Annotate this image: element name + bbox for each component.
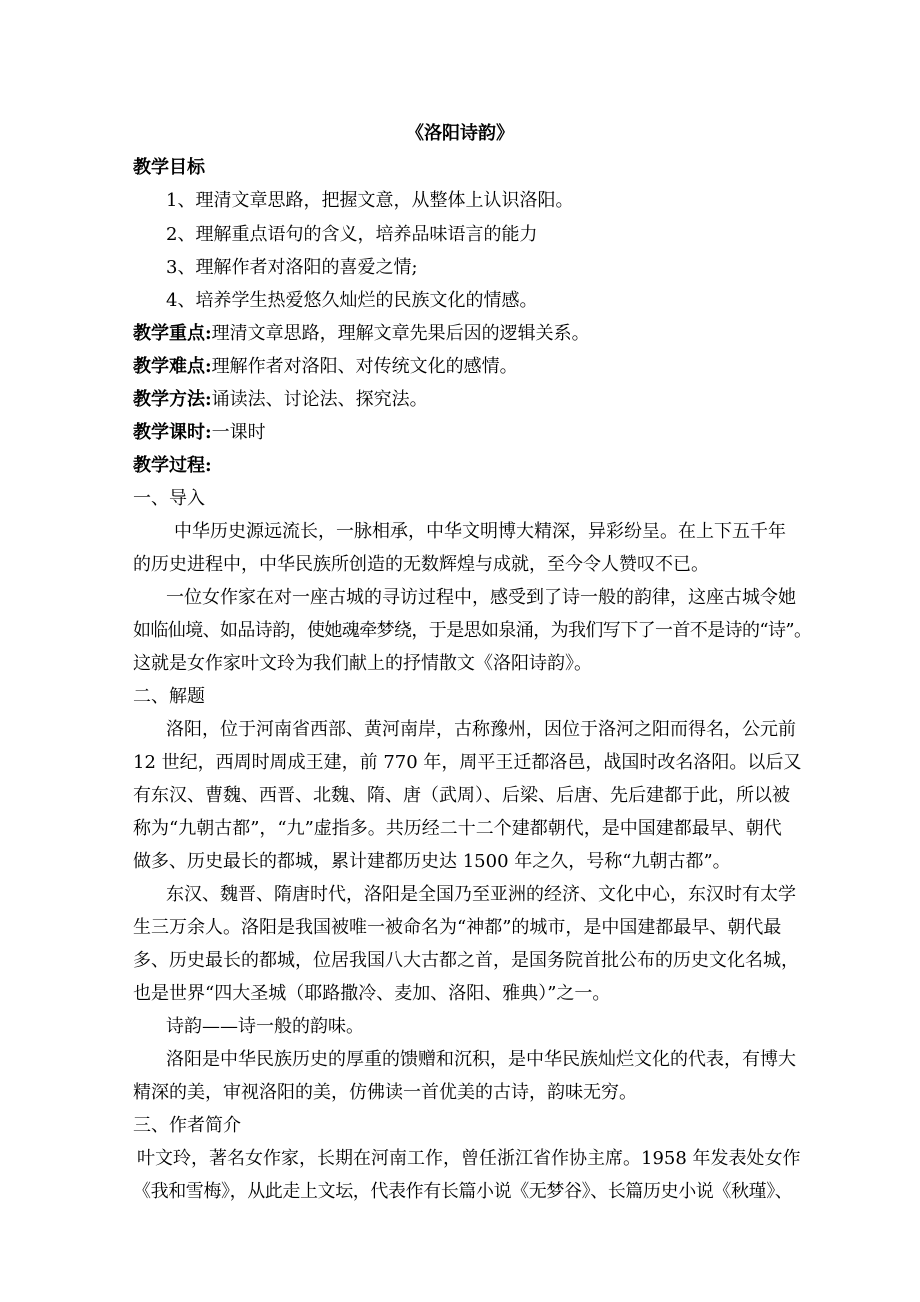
process-heading: 教学过程: <box>133 455 212 476</box>
title-paragraph-1-line-4: 称为“九朝古都”，“九”虚指多。共历经二十二个建都朝代，是中国建都最早、朝代 <box>133 818 782 839</box>
hours-row <box>133 419 266 447</box>
intro-heading: 一、导入 <box>133 488 205 509</box>
difficulty-row <box>133 353 518 381</box>
key-point-row <box>133 320 590 348</box>
title-paragraph-2-line-2: 生三万余人。洛阳是我国被唯一被命名为“神都”的城市，是中国建都最早、朝代最 <box>133 917 782 938</box>
intro-paragraph-1-line-1: 中华历史源远流长，一脉相承，中华文明博大精深，异彩纷呈。在上下五千年 <box>174 521 786 542</box>
title-analysis-heading: 二、解题 <box>133 686 205 707</box>
intro-paragraph-1-line-2: 的历史进程中，中华民族所创造的无数辉煌与成就，至今令人赞叹不已。 <box>133 554 709 575</box>
intro-paragraph-2-line-2: 如临仙境、如品诗韵，使她魂牵梦绕，于是思如泉涌，为我们写下了一首不是诗的“诗”。 <box>133 620 812 641</box>
difficulty-label: 教学难点: <box>133 356 212 377</box>
title-paragraph-4-line-2: 精深的美，审视洛阳的美，仿佛读一首优美的古诗，韵味无穷。 <box>133 1082 637 1103</box>
method-row <box>133 386 428 414</box>
goal-item-2: 2、理解重点语句的含义，培养品味语言的能力 <box>166 224 538 245</box>
title-paragraph-2-line-4: 也是世界“四大圣城（耶路撒冷、麦加、洛阳、雅典）”之一。 <box>133 983 611 1004</box>
title-paragraph-2-line-3: 多、历史最长的都城，位居我国八大古都之首，是国务院首批公布的历史文化名城， <box>133 950 799 971</box>
method-label: 教学方法: <box>133 389 212 410</box>
title-paragraph-1-line-1: 洛阳，位于河南省西部、黄河南岸，古称豫州，因位于洛河之阳而得名，公元前 <box>166 719 796 740</box>
goals-heading: 教学目标 <box>133 157 205 178</box>
key-point-label: 教学重点: <box>133 323 212 344</box>
author-line-1: 叶文玲，著名女作家，长期在河南工作，曾任浙江省作协主席。1958 年发表处女作 <box>137 1148 801 1169</box>
title-paragraph-1-line-3: 有东汉、曹魏、西晋、北魏、隋、唐（武周）、后梁、后唐、先后建都于此，所以被 <box>133 785 790 806</box>
hours-text: 一课时 <box>211 422 266 443</box>
hours-label: 教学课时: <box>133 422 212 443</box>
difficulty-text: 理解作者对洛阳、对传统文化的感情。 <box>211 356 518 377</box>
author-line-2: 《我和雪梅》，从此走上文坛，代表作有长篇小说《无梦谷》、长篇历史小说《秋瑾》、 <box>133 1181 793 1202</box>
intro-paragraph-2-line-1: 一位女作家在对一座古城的寻访过程中，感受到了诗一般的韵律，这座古城令她 <box>166 587 796 608</box>
author-heading: 三、作者简介 <box>133 1115 241 1136</box>
title-paragraph-1-line-5: 做多、历史最长的都城，累计建都历史达 1500 年之久，号称“九朝古都”。 <box>133 851 731 872</box>
intro-paragraph-2-line-3: 这就是女作家叶文玲为我们献上的抒情散文《洛阳诗韵》。 <box>133 653 592 674</box>
title-paragraph-1-line-2: 12 世纪，西周时周成王建，前 770 年，周平王迁都洛邑，战国时改名洛阳。以后又 <box>133 752 802 773</box>
title-paragraph-3: 诗韵——诗一般的韵味。 <box>166 1016 364 1037</box>
title-paragraph-4-line-1: 洛阳是中华民族历史的厚重的馈赠和沉积，是中华民族灿烂文化的代表，有博大 <box>166 1049 796 1070</box>
goal-item-4: 4、培养学生热爱悠久灿烂的民族文化的情感。 <box>166 290 538 311</box>
title-paragraph-2-line-1: 东汉、魏晋、隋唐时代，洛阳是全国乃至亚洲的经济、文化中心，东汉时有太学 <box>166 884 796 905</box>
key-point-text: 理清文章思路，理解文章先果后因的逻辑关系。 <box>211 323 590 344</box>
document-title: 《洛阳诗韵》 <box>406 123 514 144</box>
goal-item-1: 1、理清文章思路，把握文意，从整体上认识洛阳。 <box>166 190 574 211</box>
method-text: 诵读法、讨论法、探究法。 <box>211 389 428 410</box>
goal-item-3: 3、理解作者对洛阳的喜爱之情; <box>166 257 418 278</box>
